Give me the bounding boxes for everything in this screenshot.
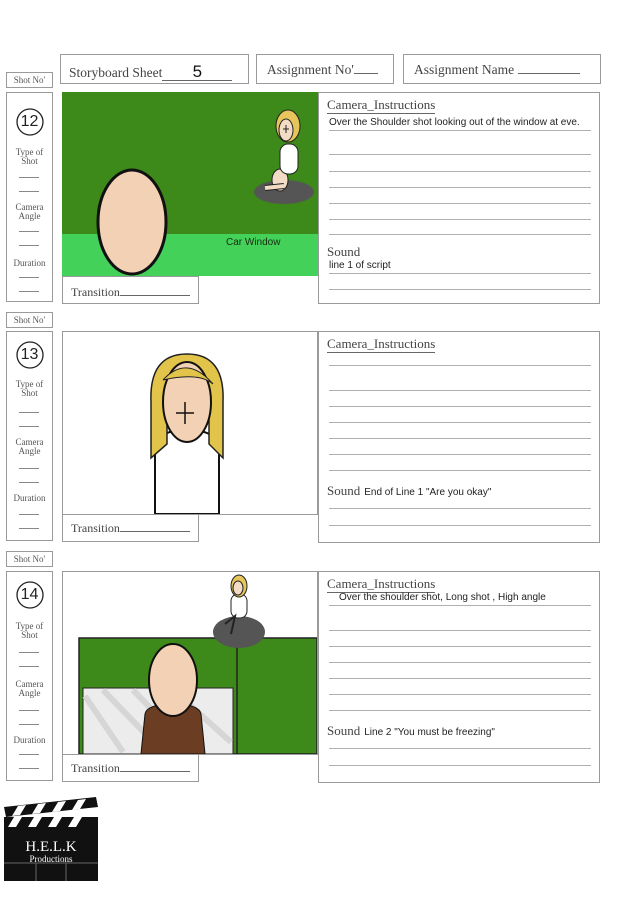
car-window-annotation: Car Window	[226, 237, 281, 248]
shot-no-label-box	[6, 551, 53, 567]
type-of-shot-label: Type of Shot	[15, 147, 44, 167]
shot-number-circle	[15, 340, 45, 370]
camera-instructions-text: Over the shoulder shot, Long shot , High angle	[339, 592, 546, 603]
duration-label: Duration	[13, 258, 46, 268]
sound-text: line 1 of script	[329, 260, 391, 271]
camera-angle-label: Camera Angle	[15, 202, 44, 222]
shot-no-label: Shot No'	[13, 315, 46, 325]
assignment-no-header	[256, 54, 394, 84]
shot-frame-image	[62, 92, 318, 276]
sound-label: Sound	[327, 723, 361, 738]
camera-angle-label: Camera Angle	[15, 437, 44, 457]
camera-instructions-label: Camera_Instructions	[327, 97, 436, 112]
transition-label: Transition	[71, 521, 120, 535]
shot-no-label-box	[6, 72, 53, 88]
camera-instructions-label: Camera_Instructions	[327, 576, 436, 591]
shot-sidebar	[6, 571, 53, 781]
shot-no-label-box	[6, 312, 53, 328]
assignment-name-label: Assignment Name	[414, 62, 515, 77]
shot-sidebar	[6, 331, 53, 541]
assignment-no-label: Assignment No'	[267, 62, 354, 77]
shot-number: 14	[20, 586, 39, 603]
sound-label: Sound	[327, 483, 361, 498]
duration-label: Duration	[13, 735, 46, 745]
sound-label: Sound	[327, 244, 361, 259]
transition-box	[62, 514, 199, 542]
shot-number-circle	[15, 580, 45, 610]
assignment-name-header	[403, 54, 601, 84]
storyboard-sheet-label: Storyboard Sheet	[69, 65, 163, 80]
duration-label: Duration	[13, 493, 46, 503]
helk-productions-logo	[4, 797, 98, 881]
camera-instructions-box	[318, 92, 600, 304]
transition-box	[62, 276, 199, 304]
logo-sub: Productions	[29, 854, 73, 864]
transition-label: Transition	[71, 761, 120, 775]
type-of-shot-label: Type of Shot	[15, 379, 44, 399]
shot-sidebar	[6, 92, 53, 302]
shot-frame-image	[62, 571, 318, 755]
type-of-shot-label: Type of Shot	[15, 621, 44, 641]
transition-box	[62, 754, 199, 782]
logo-letters: H.E.L.K	[25, 839, 77, 855]
sheet-number: 5	[192, 62, 203, 81]
camera-instructions-box	[318, 571, 600, 783]
transition-label: Transition	[71, 285, 120, 299]
shot-no-label: Shot No'	[13, 554, 46, 564]
sound-text: End of Line 1 "Are you okay"	[364, 487, 492, 498]
shot-no-label: Shot No'	[13, 75, 46, 85]
camera-instructions-box	[318, 331, 600, 543]
sound-text: Line 2 "You must be freezing"	[364, 727, 495, 738]
camera-instructions-text: Over the Shoulder shot looking out of the window at eve.	[329, 117, 580, 128]
camera-instructions-label: Camera_Instructions	[327, 336, 436, 351]
storyboard-sheet-header	[60, 54, 249, 84]
camera-angle-label: Camera Angle	[15, 679, 44, 699]
shot-number-circle	[15, 107, 45, 137]
shot-frame-image	[62, 331, 318, 515]
shot-number: 12	[20, 113, 39, 130]
shot-number: 13	[20, 346, 39, 363]
